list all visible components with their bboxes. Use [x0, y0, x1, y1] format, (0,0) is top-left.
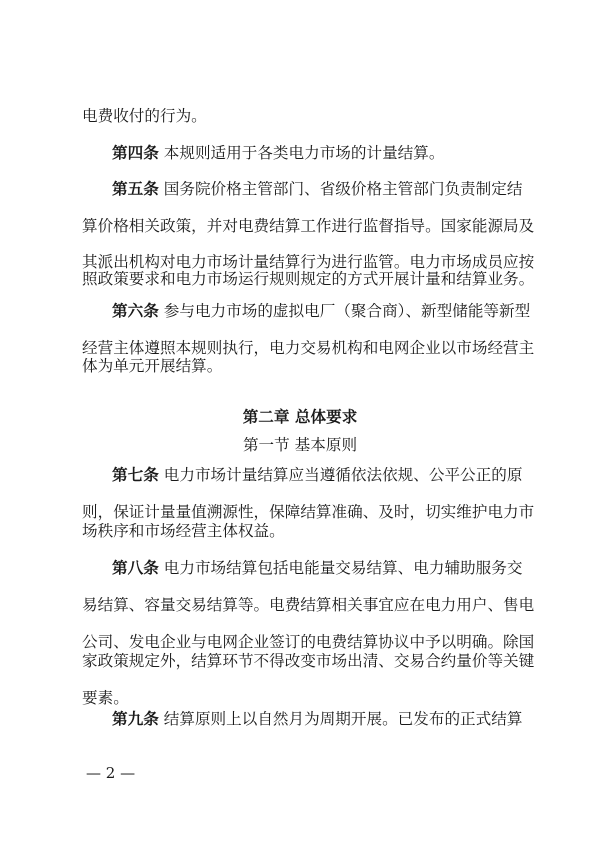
paragraph-line: 公司、发电企业与电网企业签订的电费结算协议中予以明确。除国	[82, 633, 535, 651]
article-6: 第六条 参与电力市场的虚拟电厂（聚合商）、新型储能等新型	[112, 301, 531, 320]
paragraph-line: 算价格相关政策，并对电费结算工作进行监督指导。国家能源局及	[82, 217, 535, 235]
paragraph-line: 电费收付的行为。	[82, 107, 207, 125]
paragraph-line: 要素。	[82, 689, 129, 707]
article-5: 第五条 国务院价格主管部门、省级价格主管部门负责制定结	[112, 179, 523, 198]
paragraph-line: 场秩序和市场经营主体权益。	[82, 522, 285, 540]
paragraph-line: 照政策要求和电力市场运行规则规定的方式开展计量和结算业务。	[82, 270, 535, 288]
chapter-heading: 第二章 总体要求	[242, 407, 358, 426]
article-9-label: 第九条	[112, 709, 159, 728]
article-7: 第七条 电力市场计量结算应当遵循依法依规、公平公正的原	[112, 465, 523, 484]
paragraph-line: 其派出机构对电力市场计量结算行为进行监管。电力市场成员应按	[82, 253, 535, 271]
article-4-label: 第四条	[112, 143, 159, 162]
article-6-label: 第六条	[112, 301, 159, 320]
paragraph-line: 体为单元开展结算。	[82, 357, 223, 375]
paragraph-line: 家政策规定外，结算环节不得改变市场出清、交易合约量价等关键	[82, 652, 535, 670]
paragraph-line: 则，保证计量量值溯源性，保障结算准确、及时，切实维护电力市	[82, 503, 535, 521]
page-number: — 2 —	[86, 764, 136, 782]
article-7-label: 第七条	[112, 465, 159, 484]
article-8-label: 第八条	[112, 558, 159, 577]
section-heading: 第一节 基本原则	[242, 436, 358, 454]
paragraph-line: 经营主体遵照本规则执行，电力交易机构和电网企业以市场经营主	[82, 339, 535, 357]
article-5-label: 第五条	[112, 179, 159, 198]
article-8: 第八条 电力市场结算包括电能量交易结算、电力辅助服务交	[112, 558, 523, 577]
paragraph-line: 易结算、容量交易结算等。电费结算相关事宜应在电力用户、售电	[82, 596, 535, 614]
article-9: 第九条 结算原则上以自然月为周期开展。已发布的正式结算	[112, 709, 523, 728]
article-4: 第四条 本规则适用于各类电力市场的计量结算。	[112, 143, 445, 162]
